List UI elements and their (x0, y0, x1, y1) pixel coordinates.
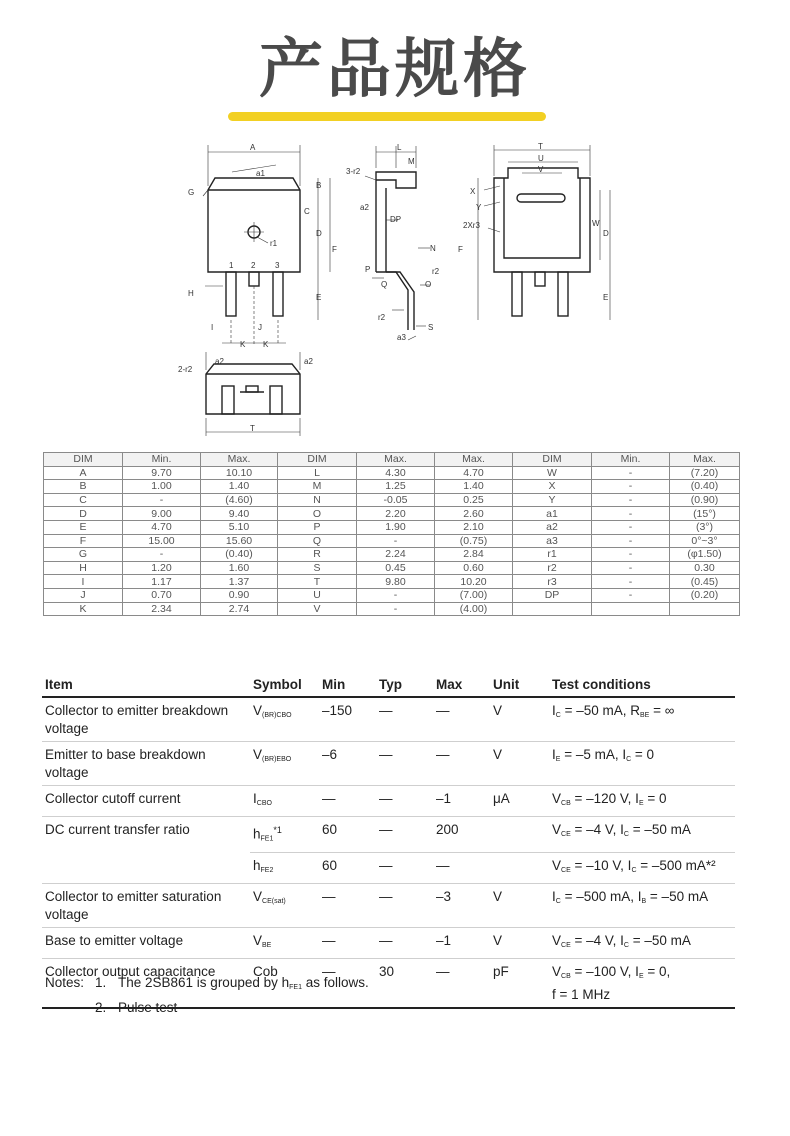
symbol-subscript: CBO (256, 800, 272, 807)
table-cell: r1 (513, 548, 592, 562)
min-cell: –150 (319, 697, 376, 742)
table-cell: r3 (513, 575, 592, 589)
dim-label-u: U (538, 154, 544, 163)
table-cell: - (592, 534, 670, 548)
table-cell: F (44, 534, 123, 548)
item-cell: DC current transfer ratio (45, 822, 190, 837)
dim-label-t: T (538, 142, 543, 151)
table-cell: 0.25 (435, 493, 513, 507)
condition-text: f = 1 MHz (552, 986, 611, 1002)
spec-table-header (42, 673, 735, 697)
dim-label-a3: a3 (397, 333, 406, 342)
table-cell: (0.40) (201, 548, 278, 562)
table-cell: A (44, 466, 123, 480)
table-cell: - (592, 466, 670, 480)
dim-label-r1: r1 (270, 239, 278, 248)
table-cell: - (357, 534, 435, 548)
item-cell: Collector to emitter saturation voltage (42, 883, 250, 927)
table-cell: 0.45 (357, 561, 435, 575)
table-row (42, 786, 735, 817)
symbol-cell (250, 817, 319, 853)
dim-label-r2c: r2 (378, 313, 386, 322)
table-cell (592, 602, 670, 616)
min-cell: — (319, 786, 376, 817)
dim-label-t2: T (250, 424, 255, 433)
table-cell: U (278, 588, 357, 602)
typ-cell: — (376, 883, 433, 927)
test-conditions-cell (549, 742, 735, 786)
unit-cell: pF (490, 958, 549, 1008)
table-cell: 1.40 (201, 480, 278, 494)
table-cell: E (44, 520, 123, 534)
table-cell: Q (278, 534, 357, 548)
symbol-text: Cob (253, 963, 278, 979)
min-cell: — (319, 883, 376, 927)
typ-cell: — (376, 852, 433, 883)
typ-cell: — (376, 786, 433, 817)
table-cell: M (278, 480, 357, 494)
table-cell: (0.90) (670, 493, 740, 507)
table-cell: X (513, 480, 592, 494)
table-cell: 1.40 (435, 480, 513, 494)
symbol-subscript: FE1 (260, 835, 274, 843)
min-cell: 60 (319, 852, 376, 883)
dim-label-h: H (188, 289, 194, 298)
item-cell: Base to emitter voltage (42, 927, 250, 958)
table-cell: J (44, 588, 123, 602)
item-cell: Emitter to base breakdown voltage (42, 742, 250, 786)
header-symbol: Symbol (250, 673, 319, 697)
header-test-conditions: Test conditions (549, 673, 735, 697)
table-cell: - (592, 520, 670, 534)
typ-cell: 30 (376, 958, 433, 1008)
table-row (44, 575, 740, 589)
table-row (44, 466, 740, 480)
dim-label-i: I (211, 323, 214, 332)
symbol-text: V (253, 747, 263, 762)
symbol-text: h (253, 826, 261, 842)
table-cell: - (123, 493, 201, 507)
table-row (44, 561, 740, 575)
dim-label-q: Q (381, 280, 388, 289)
table-cell: a1 (513, 507, 592, 521)
side-view (346, 143, 440, 342)
dim-label-3r2: 3-r2 (346, 167, 361, 176)
header-cell: DIM (44, 453, 123, 467)
table-cell: 5.10 (201, 520, 278, 534)
table-cell: 1.60 (201, 561, 278, 575)
dim-label-w: W (592, 219, 600, 228)
table-cell: C (44, 493, 123, 507)
table-cell: 0.70 (123, 588, 201, 602)
header-max: Max (433, 673, 490, 697)
table-cell: 4.30 (357, 466, 435, 480)
table-cell: 9.00 (123, 507, 201, 521)
table-cell: K (44, 602, 123, 616)
header-cell: Max. (357, 453, 435, 467)
table-cell (513, 602, 592, 616)
test-conditions-cell (549, 852, 735, 883)
table-cell: (0.40) (670, 480, 740, 494)
condition-text: $I_C = -500$ mA, $I_B = -50$ mA (552, 888, 709, 905)
table-cell: r2 (513, 561, 592, 575)
dimension-table-body (44, 466, 740, 616)
page-title: 产品规格 (259, 33, 531, 107)
max-cell: — (433, 742, 490, 786)
header-min: Min (319, 673, 376, 697)
symbol-cell (250, 786, 319, 817)
condition-text: $I_C = -50$ mA, $R_{BE}$ = ∞ (552, 703, 675, 719)
item-cell (42, 852, 250, 883)
dim-label-s: S (428, 323, 434, 332)
symbol-footnote: *1 (273, 825, 282, 835)
table-row (42, 927, 735, 958)
table-row (42, 697, 735, 742)
pin-label-3: 3 (275, 261, 280, 270)
table-cell: D (44, 507, 123, 521)
symbol-text: V (253, 703, 263, 718)
table-cell: (3°) (670, 520, 740, 534)
table-cell: - (357, 588, 435, 602)
table-cell: 2.24 (357, 548, 435, 562)
symbol-subscript: CE(sat) (262, 897, 286, 905)
back-view (458, 142, 610, 320)
note-1 (45, 973, 369, 998)
header-typ: Typ (376, 673, 433, 697)
title-underline (228, 112, 546, 121)
table-cell: B (44, 480, 123, 494)
table-cell: - (592, 561, 670, 575)
table-cell: 9.70 (123, 466, 201, 480)
table-cell: W (513, 466, 592, 480)
table-cell: - (592, 493, 670, 507)
test-conditions-cell (549, 817, 735, 853)
dim-label-n: N (430, 244, 436, 253)
table-cell: 1.25 (357, 480, 435, 494)
min-cell: 60 (319, 817, 376, 853)
table-cell: 2.10 (435, 520, 513, 534)
table-cell: G (44, 548, 123, 562)
table-row (44, 534, 740, 548)
table-row (42, 852, 735, 883)
table-row (44, 493, 740, 507)
pin-label-1: 1 (229, 261, 234, 270)
dim-label-a2c: a2 (304, 357, 313, 366)
max-cell: 200 (433, 817, 490, 853)
table-cell: 0.90 (201, 588, 278, 602)
dim-label-x: X (470, 187, 476, 196)
table-cell: (4.60) (201, 493, 278, 507)
table-cell: 9.80 (357, 575, 435, 589)
table-cell: (7.00) (435, 588, 513, 602)
symbol-text: h (253, 857, 261, 873)
unit-cell: V (490, 927, 549, 958)
header-cell: DIM (278, 453, 357, 467)
max-cell: –1 (433, 927, 490, 958)
table-cell: - (357, 602, 435, 616)
table-cell: S (278, 561, 357, 575)
table-cell: 4.70 (123, 520, 201, 534)
spec-table-body (42, 697, 735, 1008)
dim-label-e2: E (603, 293, 609, 302)
unit-cell: V (490, 742, 549, 786)
table-cell: 1.20 (123, 561, 201, 575)
dimension-table (43, 452, 740, 616)
condition-text: $V_{CE} = -4$ V, $I_C = -50$ mA (552, 932, 691, 949)
table-cell: 2.84 (435, 548, 513, 562)
table-cell: 1.17 (123, 575, 201, 589)
unit-cell: μA (490, 786, 549, 817)
table-row (44, 507, 740, 521)
table-cell: 4.70 (435, 466, 513, 480)
symbol-text: V (253, 932, 263, 948)
dim-label-a1: a1 (256, 169, 265, 178)
typ-cell: — (376, 927, 433, 958)
dim-label-y: Y (476, 203, 482, 212)
table-cell: 0.60 (435, 561, 513, 575)
package-outline-drawing (0, 130, 790, 450)
table-cell: 0°~3° (670, 534, 740, 548)
table-cell: - (592, 548, 670, 562)
table-cell: - (592, 588, 670, 602)
table-cell: V (278, 602, 357, 616)
test-conditions-cell (549, 958, 735, 1008)
condition-text: $V_{CB} = -120$ V, $I_E = 0$ (552, 791, 667, 807)
test-conditions-cell (549, 883, 735, 927)
table-cell (670, 602, 740, 616)
dim-label-d: D (316, 229, 322, 238)
dim-label-a2b: a2 (215, 357, 224, 366)
unit-cell: V (490, 883, 549, 927)
header-unit: Unit (490, 673, 549, 697)
table-cell: 15.60 (201, 534, 278, 548)
max-cell: –1 (433, 786, 490, 817)
header-cell: Max. (435, 453, 513, 467)
max-cell: — (433, 852, 490, 883)
unit-cell (490, 817, 549, 853)
table-cell: (7.20) (670, 466, 740, 480)
condition-text: $V_{CE} = -4$ V, $I_C = -50$ mA (552, 822, 691, 838)
table-cell: (4.00) (435, 602, 513, 616)
header-cell: Min. (592, 453, 670, 467)
dim-label-j: J (258, 323, 262, 332)
table-cell: 2.20 (357, 507, 435, 521)
table-row (44, 548, 740, 562)
header-cell: Max. (670, 453, 740, 467)
dim-label-c: C (304, 207, 310, 216)
test-conditions-cell (549, 786, 735, 817)
unit-cell (490, 852, 549, 883)
note-number: 2. (95, 1000, 107, 1015)
dim-label-o: O (425, 280, 432, 289)
dim-label-l: L (397, 143, 402, 152)
item-cell: Collector output capacitance (42, 958, 250, 1008)
symbol-text: I (253, 791, 257, 806)
item-cell: Collector cutoff current (42, 786, 250, 817)
dim-label-v: V (538, 165, 544, 174)
note-number: 1. (95, 975, 107, 990)
unit-cell: V (490, 697, 549, 742)
dim-label-e: E (316, 293, 322, 302)
table-cell: R (278, 548, 357, 562)
item-cell: Collector to emitter breakdown voltage (42, 697, 250, 742)
dim-label-2r2: 2-r2 (178, 365, 193, 374)
dim-label-f: F (332, 245, 337, 254)
table-cell: (0.75) (435, 534, 513, 548)
max-cell: — (433, 958, 490, 1008)
condition-text: $V_{CB} = -100$ V, $I_E = 0$, (552, 963, 671, 980)
table-cell: (0.20) (670, 588, 740, 602)
table-cell: 1.37 (201, 575, 278, 589)
dim-label-dp: DP (390, 215, 402, 224)
symbol-cell (250, 852, 319, 883)
electrical-characteristics-table (42, 673, 735, 1009)
table-cell: 15.00 (123, 534, 201, 548)
table-cell: Y (513, 493, 592, 507)
max-cell: –3 (433, 883, 490, 927)
note-2 (45, 998, 369, 1018)
table-cell: O (278, 507, 357, 521)
dimension-table-header (44, 453, 740, 467)
dim-label-f2: F (458, 245, 463, 254)
front-view (188, 143, 337, 349)
table-cell: a2 (513, 520, 592, 534)
dim-label-p: P (365, 265, 371, 274)
table-cell: - (123, 548, 201, 562)
table-row (44, 520, 740, 534)
test-conditions-cell (549, 697, 735, 742)
table-cell: - (592, 575, 670, 589)
table-cell: L (278, 466, 357, 480)
notes-label: Notes: (45, 975, 85, 990)
note-text: Pulse test (118, 1000, 178, 1015)
table-row (44, 480, 740, 494)
table-cell: DP (513, 588, 592, 602)
table-cell: 1.00 (123, 480, 201, 494)
pin-label-2: 2 (251, 261, 256, 270)
header-cell: Max. (201, 453, 278, 467)
header-cell: DIM (513, 453, 592, 467)
symbol-subscript: FE2 (260, 866, 274, 874)
table-cell: T (278, 575, 357, 589)
table-cell: 10.20 (435, 575, 513, 589)
symbol-cell (250, 697, 319, 742)
header-item: Item (42, 673, 250, 697)
table-cell: 0.30 (670, 561, 740, 575)
dim-label-d2: D (603, 229, 609, 238)
table-cell: -0.05 (357, 493, 435, 507)
table-row (42, 817, 735, 853)
min-cell: — (319, 927, 376, 958)
table-cell: (φ1.50) (670, 548, 740, 562)
table-row (42, 883, 735, 927)
symbol-cell (250, 742, 319, 786)
table-row (42, 742, 735, 786)
table-cell: P (278, 520, 357, 534)
dim-label-a2: a2 (360, 203, 369, 212)
test-conditions-cell (549, 927, 735, 958)
symbol-subscript: (BR)CBO (262, 712, 292, 719)
dim-label-g: G (188, 188, 195, 197)
table-cell: (15°) (670, 507, 740, 521)
table-cell: (0.45) (670, 575, 740, 589)
typ-cell: — (376, 742, 433, 786)
typ-cell: — (376, 697, 433, 742)
symbol-cell (250, 927, 319, 958)
table-row (44, 588, 740, 602)
symbol-subscript: (BR)EBO (262, 756, 292, 763)
dim-label-a: A (250, 143, 256, 152)
dim-label-k2: K (263, 340, 269, 349)
header-cell: Min. (123, 453, 201, 467)
table-cell: - (592, 507, 670, 521)
table-cell: a3 (513, 534, 592, 548)
table-cell: - (592, 480, 670, 494)
condition-text: $I_E = -5$ mA, $I_C = 0$ (552, 747, 655, 763)
condition-text: $V_{CE} = -10$ V, $I_C = -500$ mA*² (552, 857, 716, 874)
symbol-cell (250, 883, 319, 927)
symbol-subscript: BE (262, 941, 272, 949)
max-cell: — (433, 697, 490, 742)
table-cell: 10.10 (201, 466, 278, 480)
dim-label-k1: K (240, 340, 246, 349)
min-cell: –6 (319, 742, 376, 786)
notes (45, 973, 369, 1018)
table-cell: N (278, 493, 357, 507)
min-cell: — (319, 958, 376, 1008)
table-cell: 9.40 (201, 507, 278, 521)
symbol-text: V (253, 888, 263, 904)
bottom-view (178, 352, 313, 436)
typ-cell: — (376, 817, 433, 853)
table-cell: 1.90 (357, 520, 435, 534)
table-cell: H (44, 561, 123, 575)
dim-label-m: M (408, 157, 415, 166)
table-cell: 2.74 (201, 602, 278, 616)
dim-label-b: B (316, 181, 322, 190)
table-row (44, 602, 740, 616)
dim-label-r2b: r2 (432, 267, 440, 276)
note-text: The 2SB861 is grouped by $h_{FE1}$ as follows. (118, 975, 369, 991)
table-cell: I (44, 575, 123, 589)
table-cell: 2.34 (123, 602, 201, 616)
table-cell: 2.60 (435, 507, 513, 521)
dim-label-r3: 2Xr3 (463, 221, 480, 230)
